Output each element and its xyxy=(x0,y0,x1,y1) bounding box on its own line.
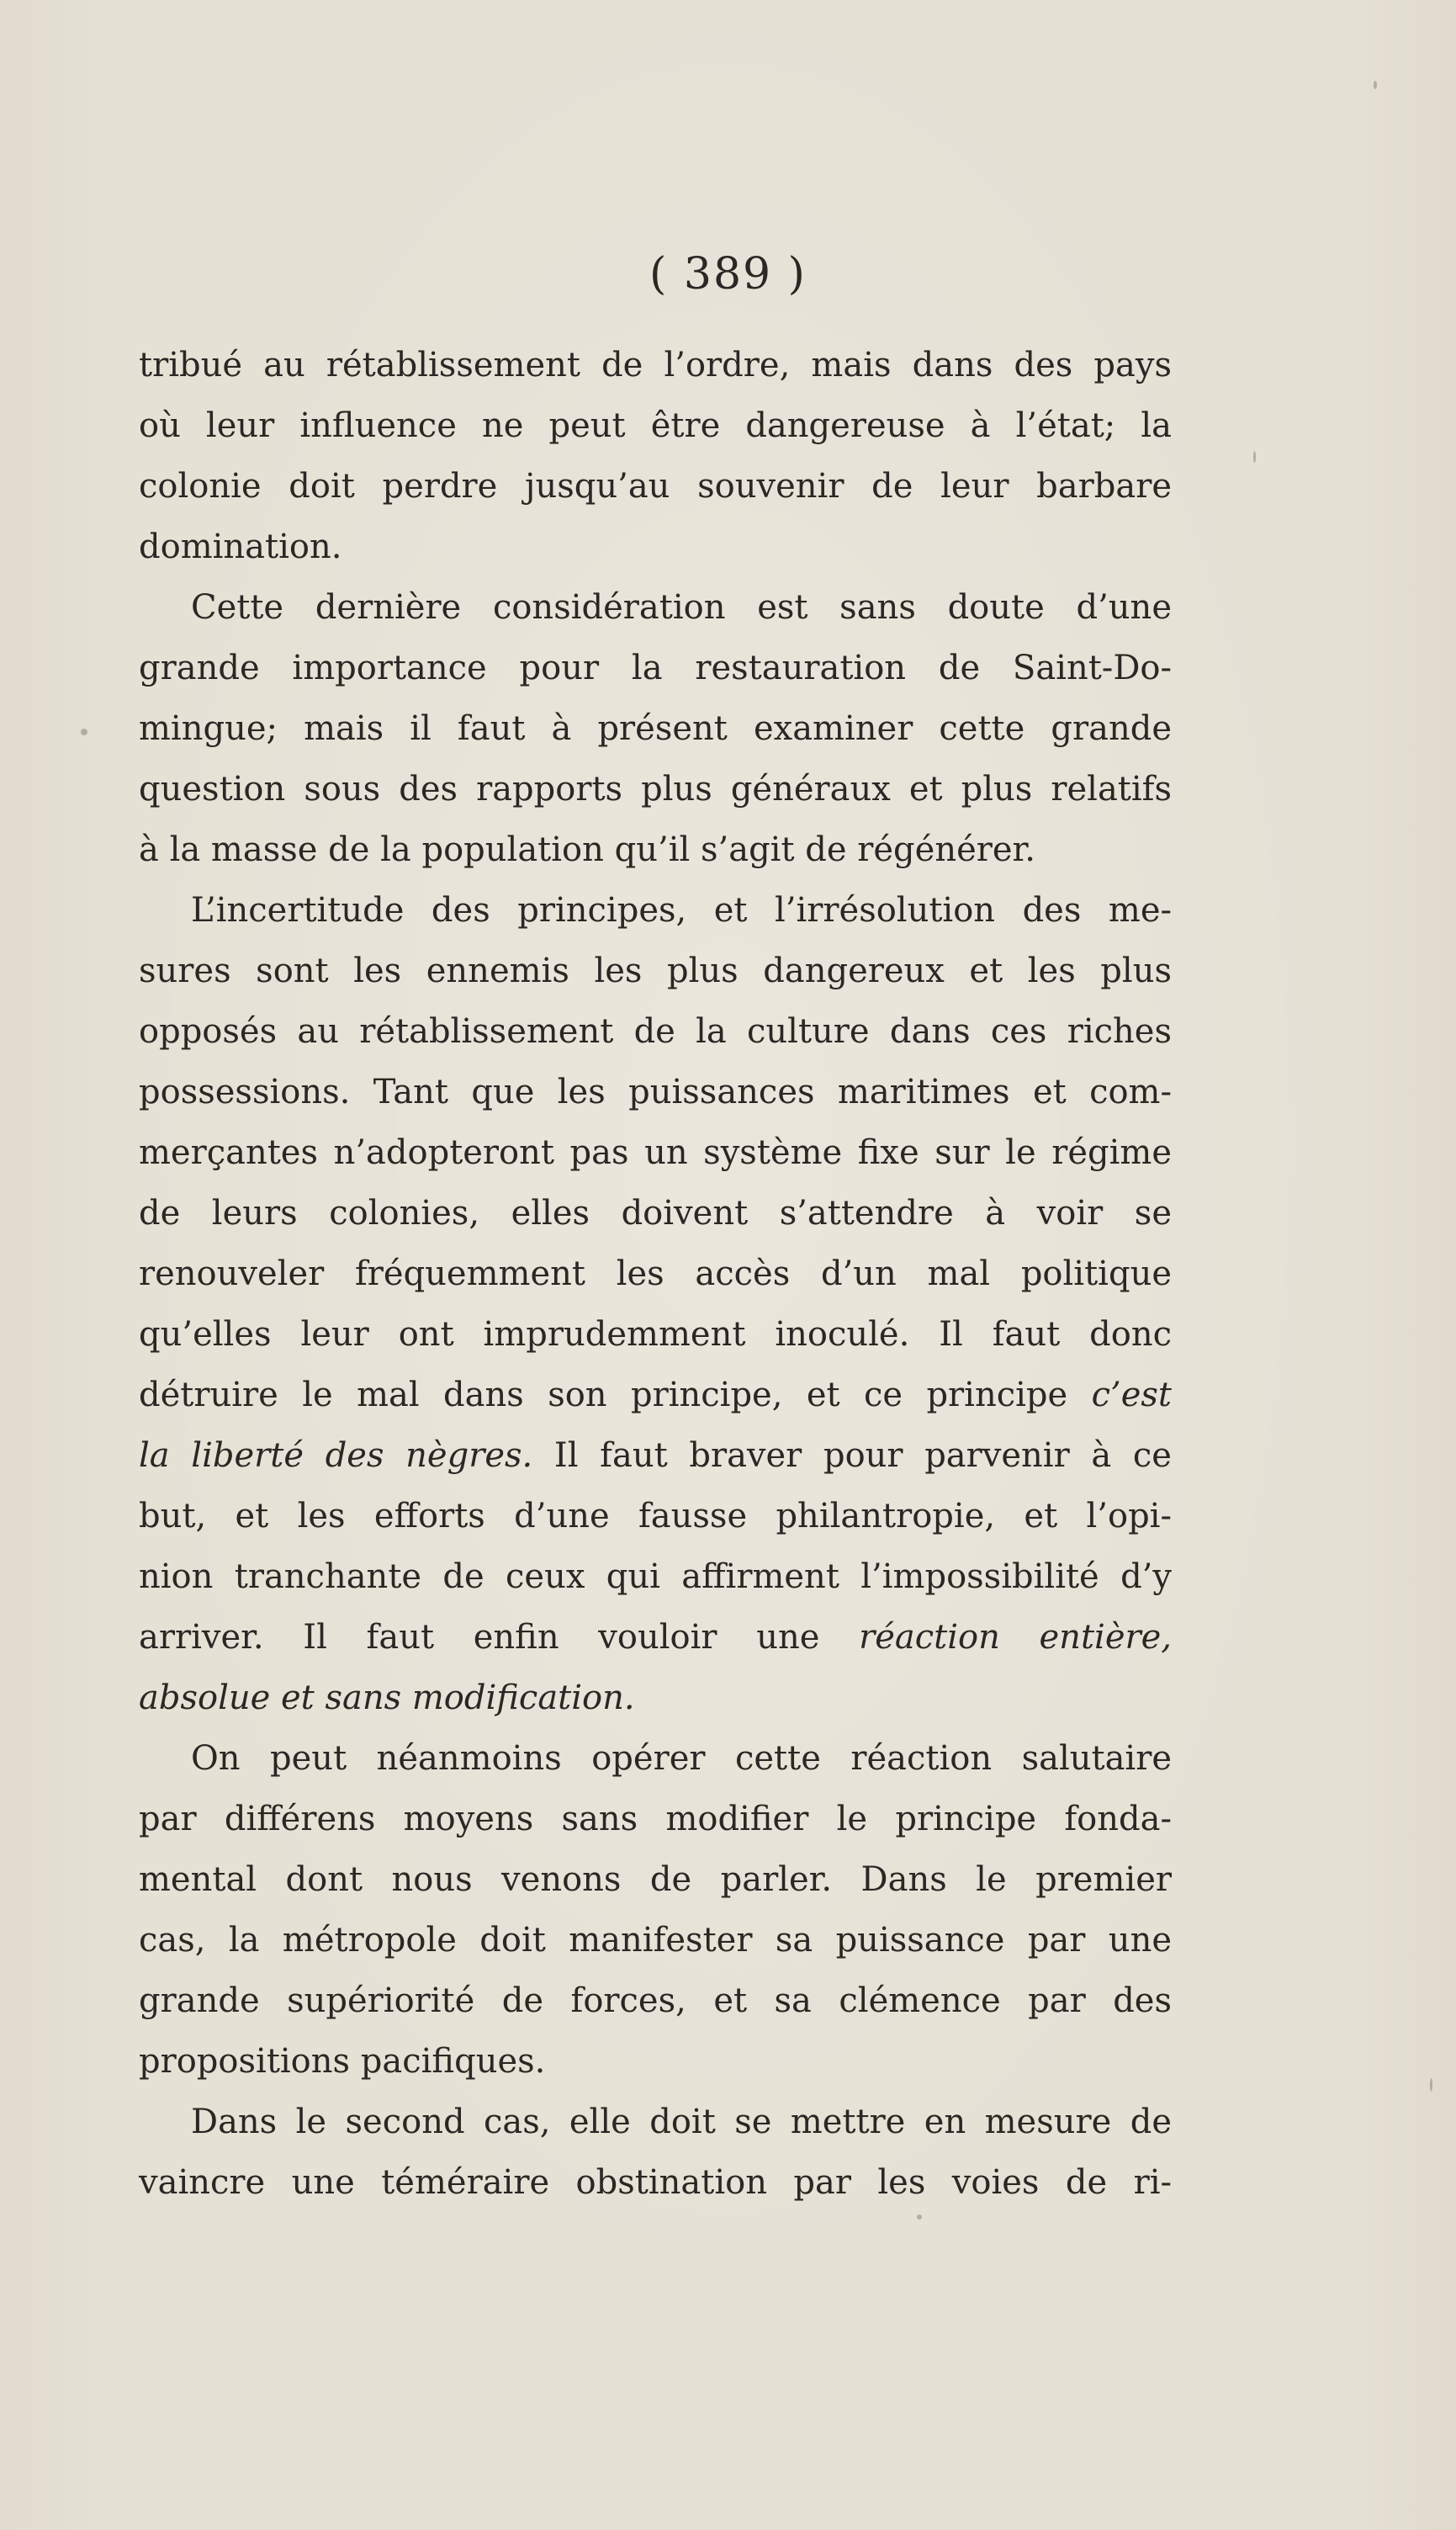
line-text: grande supériorité de forces, et sa clémence par des xyxy=(139,1981,1172,2020)
text-line xyxy=(139,1122,1172,1183)
line-text: opposés au rétablissement de la culture dans ces riches xyxy=(139,1012,1172,1051)
italic-phrase: c’est xyxy=(1091,1376,1172,1414)
text-line xyxy=(139,1728,1172,1789)
line-text: L’incertitude des principes, et l’irrésolution des me- xyxy=(191,891,1172,930)
text-line xyxy=(139,759,1172,819)
line-text: à la masse de la population qu’il s’agit de régénérer. xyxy=(139,830,1035,869)
text-line xyxy=(139,1970,1172,2031)
text-line xyxy=(139,1789,1172,1849)
text-line xyxy=(139,880,1172,941)
line-text: but, et les efforts d’une fausse philantropie, et l’opi- xyxy=(139,1497,1172,1536)
text-line xyxy=(139,698,1172,759)
line-text: tribué au rétablissement de l’ordre, mais dans des pays xyxy=(139,346,1172,385)
text-line xyxy=(139,335,1172,395)
text-line xyxy=(139,2152,1172,2213)
text-line xyxy=(139,638,1172,698)
line-text: Cette dernière considération est sans doute d’une xyxy=(191,588,1172,627)
text-line xyxy=(139,1607,1172,1668)
text-line xyxy=(139,1546,1172,1607)
text-line xyxy=(139,2092,1172,2152)
italic-phrase: la liberté des nègres. xyxy=(139,1436,533,1475)
line-text: mental dont nous venons de parler. Dans le premier xyxy=(139,1860,1172,1899)
text-line xyxy=(139,1304,1172,1365)
text-line xyxy=(139,1365,1172,1425)
line-text: question sous des rapports plus généraux et plus relatifs xyxy=(139,770,1172,809)
line-text: de leurs colonies, elles doivent s’attendre à voir se xyxy=(139,1194,1172,1233)
line-text: grande importance pour la restauration de Saint-Do- xyxy=(139,649,1172,687)
italic-phrase: réaction entière, xyxy=(859,1618,1172,1657)
line-text: par différens moyens sans modifier le principe fonda- xyxy=(139,1800,1172,1838)
line-text: Il faut braver pour parvenir à ce xyxy=(553,1436,1172,1475)
line-text: colonie doit perdre jusqu’au souvenir de leur barbare xyxy=(139,467,1172,506)
italic-phrase: absolue et sans modification. xyxy=(139,1679,635,1717)
line-text: détruire le mal dans son principe, et ce principe xyxy=(139,1376,1068,1414)
text-line xyxy=(139,2031,1172,2092)
body-text xyxy=(139,335,1172,2213)
line-text: sures sont les ennemis les plus dangereux et les plus xyxy=(139,952,1172,990)
text-line xyxy=(139,1244,1172,1304)
line-text: merçantes n’adopteront pas un système fixe sur le régime xyxy=(139,1133,1172,1172)
line-text: cas, la métropole doit manifester sa puissance par une xyxy=(139,1921,1172,1960)
text-line xyxy=(139,1910,1172,1970)
text-line xyxy=(139,517,1172,577)
text-line xyxy=(139,1849,1172,1910)
text-line xyxy=(139,1062,1172,1122)
text-line xyxy=(139,577,1172,638)
line-text: possessions. Tant que les puissances maritimes et com- xyxy=(139,1073,1172,1111)
line-text: propositions pacifiques. xyxy=(139,2042,546,2081)
text-line xyxy=(139,1486,1172,1546)
line-text: On peut néanmoins opérer cette réaction salutaire xyxy=(191,1739,1172,1778)
line-text: nion tranchante de ceux qui affirment l’impossibilité d’y xyxy=(139,1557,1172,1596)
line-text: renouveler fréquemment les accès d’un mal politique xyxy=(139,1254,1172,1293)
line-text: vaincre une téméraire obstination par les voies de ri- xyxy=(139,2163,1172,2202)
line-text: domination. xyxy=(139,528,342,566)
text-line xyxy=(139,819,1172,880)
text-line xyxy=(139,395,1172,456)
text-line xyxy=(139,1668,1172,1728)
line-text: Dans le second cas, elle doit se mettre en mesure de xyxy=(191,2103,1172,2141)
text-line xyxy=(139,1001,1172,1062)
line-text: arriver. Il faut enfin vouloir une xyxy=(139,1618,820,1657)
text-line xyxy=(139,456,1172,517)
text-line xyxy=(139,1183,1172,1244)
text-line xyxy=(139,1425,1172,1486)
line-text: qu’elles leur ont imprudemment inoculé. Il faut donc xyxy=(139,1315,1172,1354)
text-line xyxy=(139,941,1172,1001)
line-text: où leur influence ne peut être dangereuse à l’état; la xyxy=(139,406,1172,445)
line-text: mingue; mais il faut à présent examiner cette grande xyxy=(139,709,1172,748)
page-number: ( 389 ) xyxy=(649,249,807,300)
